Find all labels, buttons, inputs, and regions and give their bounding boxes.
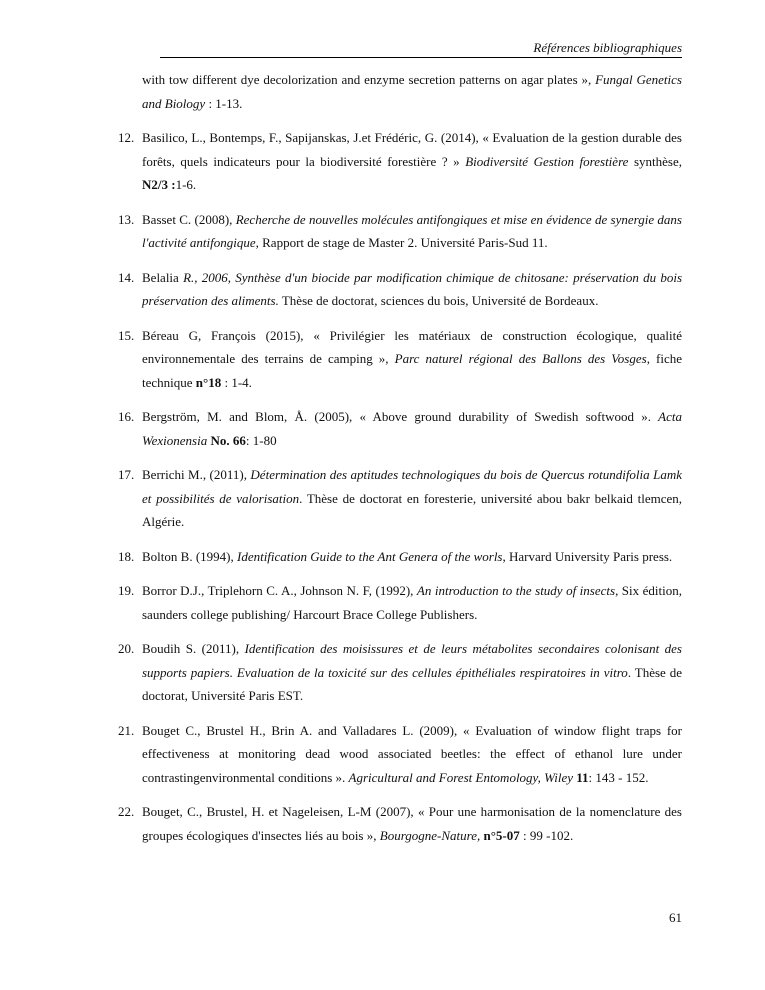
reference-text: Boudih S. (2011),: [142, 641, 245, 656]
reference-number: 20.: [118, 641, 135, 656]
reference-title-italic: Acta Wexionensia: [142, 409, 682, 448]
reference-text: with tow different dye decolorization and enzyme secretion patterns on agar plates »,: [142, 72, 596, 87]
reference-item: [118, 545, 682, 569]
reference-title-italic: Bourgogne-Nature,: [379, 827, 481, 843]
reference-number: 12.: [118, 130, 135, 145]
reference-number: 13.: [118, 211, 135, 227]
reference-item: [118, 579, 682, 626]
reference-item: [118, 719, 682, 790]
reference-list: [118, 68, 682, 858]
reference-text: Rapport de stage de Master 2. Université Paris-Sud 11.: [258, 235, 548, 250]
reference-text: Belalia: [142, 269, 184, 285]
running-header: Références bibliographiques: [160, 40, 682, 58]
reference-text: . Thèse de doctorat, Université Paris EST.: [142, 664, 682, 703]
reference-text: Bouget C., Brustel H., Brin A. and Valladares L. (2009), « Evaluation of window flight traps for effectiveness at monitoring dead wood associated beetles: the effect of ethanol lure under contrastingenvironmental conditions ».: [142, 722, 682, 785]
reference-item: [118, 405, 682, 452]
reference-text: Thèse de doctorat, sciences du bois, Université de Bordeaux.: [278, 293, 599, 308]
reference-text: , fiche technique: [142, 351, 682, 390]
reference-text: Béreau G, François (2015), « Privilégier les matériaux de construction écologique, qualité environnementale des terrains de camping »,: [142, 327, 682, 366]
reference-number: 22.: [118, 804, 135, 819]
reference-text: : 1-13.: [205, 95, 243, 111]
reference-title-italic: Identification Guide to the Ant Genera of the worls: [236, 548, 503, 564]
reference-title-italic: Biodiversité Gestion forestière: [465, 153, 629, 169]
reference-item: [118, 637, 682, 708]
reference-text: Basset C. (2008),: [142, 211, 236, 227]
reference-text: : 1-4.: [221, 374, 252, 390]
reference-text: , Harvard University Paris press.: [502, 548, 673, 564]
reference-volume-bold: No. 66: [210, 432, 246, 448]
reference-text: : 99 -102.: [519, 827, 574, 843]
reference-number: 19.: [118, 583, 135, 598]
reference-item: [118, 208, 682, 255]
reference-title-italic: Fungal Genetics and Biology: [142, 72, 682, 111]
reference-text: : 1-80: [245, 432, 277, 448]
reference-volume-bold: n°5-07: [483, 827, 520, 843]
reference-item: [118, 266, 682, 313]
reference-volume-bold: n°18: [195, 374, 222, 390]
reference-title-italic: Agricultural and Forest Entomology, Wiley: [348, 769, 573, 785]
reference-text: Bergström, M. and Blom, Å. (2005), « Above ground durability of Swedish softwood ».: [142, 409, 659, 424]
reference-text: synthèse,: [628, 153, 682, 169]
reference-number: 16.: [118, 409, 135, 424]
reference-item: [118, 800, 682, 847]
reference-text: Borror D.J., Triplehorn C. A., Johnson N. F, (1992),: [142, 583, 417, 598]
reference-text: Bolton B. (1994),: [142, 548, 237, 564]
reference-title-italic: Recherche de nouvelles molécules antifongiques et mise en évidence de synergie dans l'activité antifongique,: [142, 211, 682, 250]
reference-number: 21.: [118, 722, 135, 738]
reference-text: . Thèse de doctorat en foresterie, université abou bakr belkaid tlemcen, Algérie.: [142, 490, 683, 529]
reference-text: , Six édition, saunders college publishing/ Harcourt Brace College Publishers.: [142, 583, 683, 622]
reference-item: [118, 463, 682, 534]
reference-volume-bold: N2/3 :: [142, 177, 176, 192]
reference-number: 14.: [118, 269, 135, 285]
reference-item: [118, 68, 682, 115]
reference-text: Bouget, C., Brustel, H. et Nageleisen, L-M (2007), « Pour une harmonisation de la nomenclature des groupes écologiques d'insectes liés au bois »,: [142, 804, 682, 843]
reference-text: : 143 - 152.: [588, 769, 649, 785]
reference-title-italic: An introduction to the study of insects: [416, 583, 616, 598]
reference-title-italic: Parc naturel régional des Ballons des Vosges: [394, 351, 647, 366]
reference-title-italic: Détermination des aptitudes technologiques du bois de Quercus rotundifolia Lamk et possibilités de valorisation: [142, 467, 682, 506]
reference-title-italic: R., 2006, Synthèse d'un biocide par modification chimique de chitosane: préservation du bois préservation des aliments.: [142, 269, 682, 308]
reference-item: [118, 126, 682, 197]
reference-number: 18.: [118, 548, 135, 564]
reference-volume-bold: 11: [576, 769, 589, 785]
reference-number: 15.: [118, 327, 135, 343]
reference-text: 1-6.: [175, 177, 197, 192]
reference-title-italic: Identification des moisissures et de leurs métabolites secondaires colonisant des supports papiers. Evaluation de la toxicité sur des cellules épithéliales respiratoires in vitro: [142, 641, 682, 680]
reference-number: 17.: [118, 467, 135, 482]
page-number: 61: [669, 910, 682, 925]
reference-item: [118, 324, 682, 395]
reference-text: Berrichi M., (2011),: [142, 467, 251, 482]
reference-text: Basilico, L., Bontemps, F., Sapijanskas, J.et Frédéric, G. (2014), « Evaluation de la gestion durable des forêts, quels indicateurs pour la biodiversité forestière ? »: [142, 130, 682, 169]
